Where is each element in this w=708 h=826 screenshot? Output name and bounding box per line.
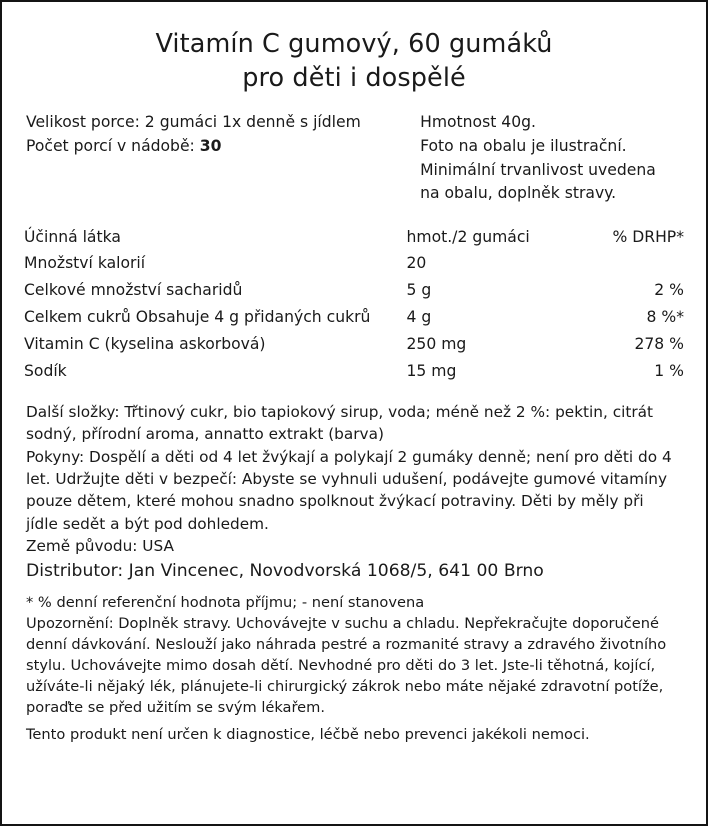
row-amount: 250 mg	[406, 334, 467, 353]
footnotes-section	[24, 592, 684, 745]
table-row	[24, 278, 684, 305]
page-title-line-2: pro děti i dospělé	[242, 62, 466, 93]
net-weight: Hmotnost 40g.	[420, 113, 536, 132]
nutrition-table	[24, 224, 684, 385]
row-daily-value	[577, 251, 684, 278]
header-active-substance: Účinná látka	[24, 227, 121, 246]
table-header-row	[24, 224, 684, 251]
serving-size: Velikost porce: 2 gumáci 1x denně s jídlem	[26, 113, 361, 132]
row-daily-value: 8 %*	[646, 308, 684, 327]
header-amount: hmot./2 gumáci	[406, 227, 530, 246]
row-daily-value: 2 %	[654, 281, 684, 300]
expiry-note-line-2: na obalu, doplněk stravy.	[420, 184, 617, 203]
daily-value-note: * % denní referenční hodnota příjmu; - není stanovena	[26, 594, 425, 612]
table-row	[24, 358, 684, 385]
servings-per-container	[26, 135, 414, 159]
other-ingredients: Další složky: Třtinový cukr, bio tapiokový sirup, voda; méně než 2 %: pektin, citrát sodný, přírodní aroma, annatto extrakt (barva)	[26, 403, 654, 444]
row-amount: 5 g	[406, 281, 432, 300]
expiry-note-line-1: Minimální trvanlivost uvedena	[420, 160, 656, 179]
table-row	[24, 251, 684, 278]
page-title	[24, 28, 684, 95]
table-row	[24, 305, 684, 332]
directions: Pokyny: Dospělí a děti od 4 let žvýkají a polykají 2 gumáky denně; není pro děti do 4 let. Udržujte děti v bezpečí: Abyste se vyhnuli udušení, podávejte gumové vitamíny pouze dětem, které mohou snadno spolknout žvýkací potraviny. Děti by měly při jídle sedět a být pod dohledem.	[26, 447, 672, 533]
table-row	[24, 331, 684, 358]
row-daily-value: 1 %	[654, 361, 684, 380]
row-name: Celkové množství sacharidů	[24, 281, 243, 300]
serving-left-column	[24, 111, 414, 158]
page-title-line-1: Vitamín C gumový, 60 gumáků	[155, 29, 553, 59]
row-name: Množství kalorií	[24, 254, 146, 273]
header-daily-value: % DRHP*	[612, 227, 684, 246]
row-amount: 20	[406, 254, 427, 273]
row-amount: 4 g	[406, 308, 432, 327]
serving-information	[24, 111, 684, 206]
row-daily-value: 278 %	[634, 334, 684, 353]
serving-right-column	[414, 111, 684, 206]
row-amount: 15 mg	[406, 361, 457, 380]
row-name: Vitamin C (kyselina askorbová)	[24, 334, 266, 353]
servings-per-container-label: Počet porcí v nádobě:	[26, 137, 195, 155]
ingredients-section	[24, 401, 684, 557]
photo-note: Foto na obalu je ilustrační.	[420, 137, 627, 155]
row-name: Sodík	[24, 361, 67, 380]
distributor: Distributor: Jan Vincenec, Novodvorská 1068/5, 641 00 Brno	[26, 561, 544, 582]
warning-text: Upozornění: Doplněk stravy. Uchovávejte v suchu a chladu. Nepřekračujte doporučené denní dávkování. Neslouží jako náhrada pestré a rozmanité stravy a zdravého životního stylu. Uchovávejte mimo dosah dětí. Nevhodné pro děti do 3 let. Jste-li těhotná, kojící, užíváte-li nějaký lék, plánujete-li chirurgický zákrok nebo máte nějaké zdravotní potíže, poraďte se před užitím se svým lékařem.	[26, 615, 667, 717]
servings-per-container-value: 30	[199, 137, 222, 155]
row-name: Celkem cukrů Obsahuje 4 g přidaných cukrů	[24, 308, 371, 327]
country-of-origin: Země původu: USA	[26, 537, 174, 555]
disclaimer-text: Tento produkt není určen k diagnostice, léčbě nebo prevenci jakékoli nemoci.	[26, 726, 590, 744]
